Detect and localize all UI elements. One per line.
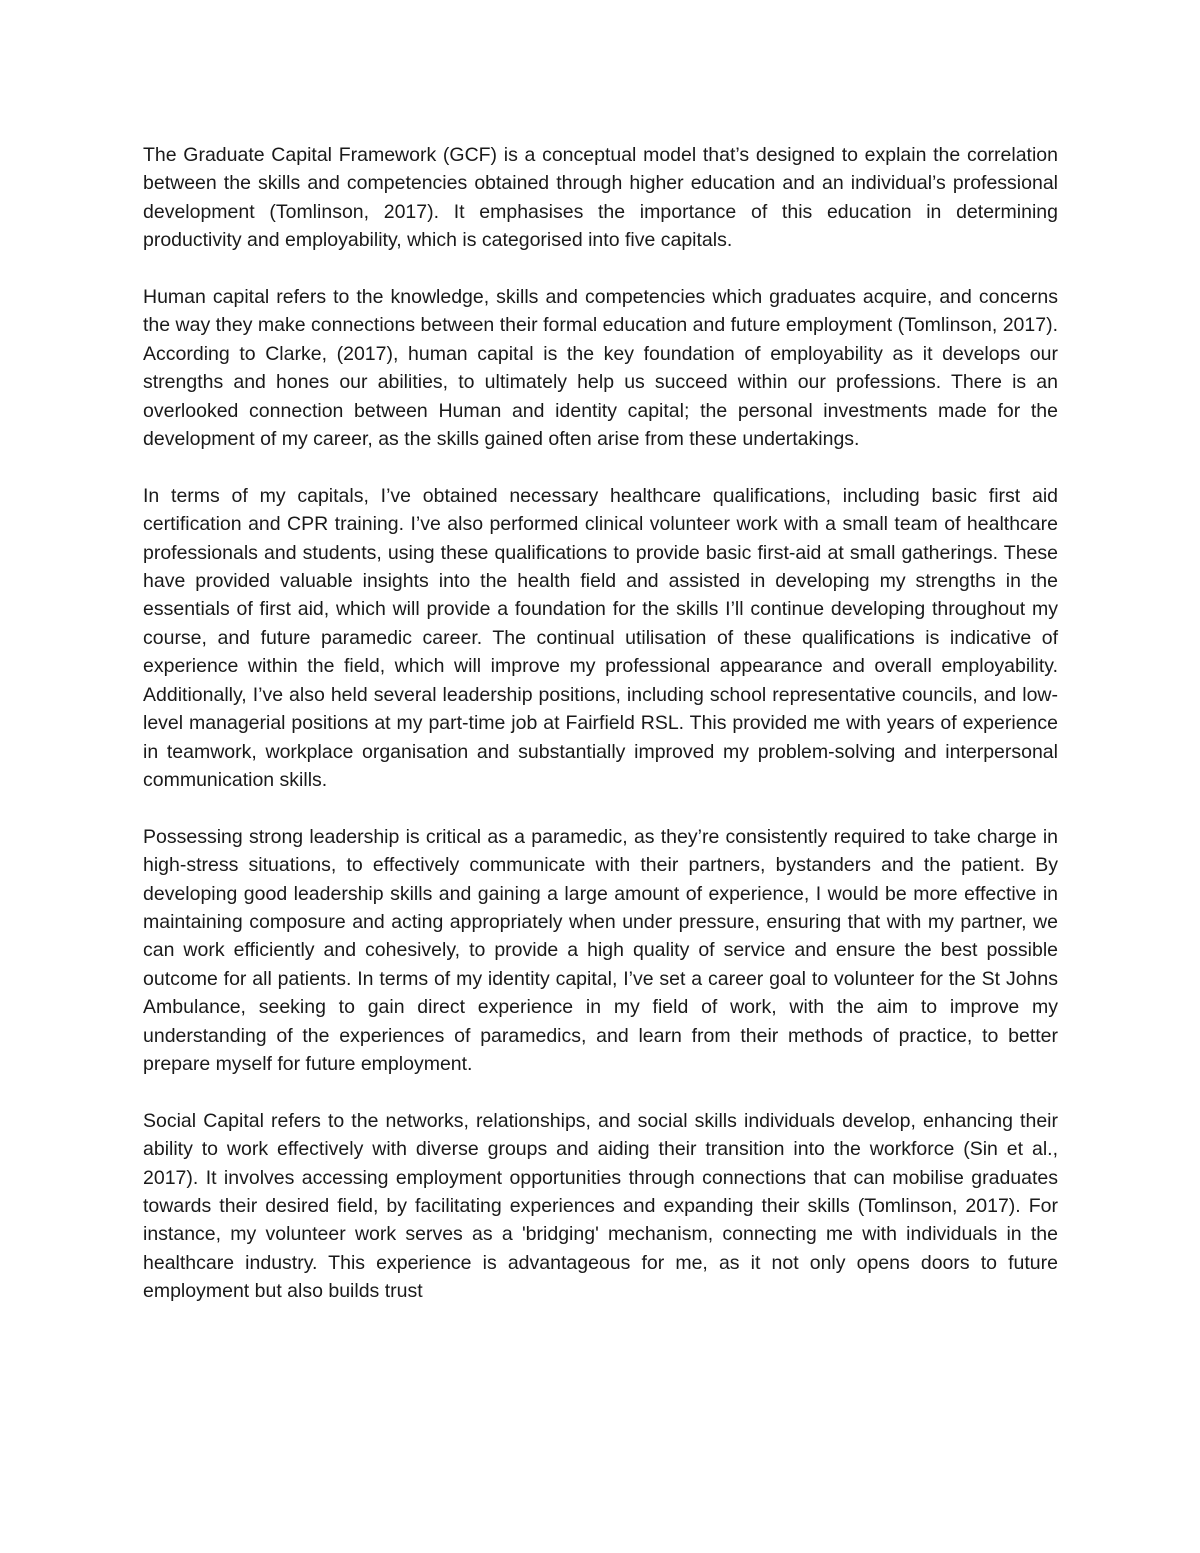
paragraph-human-capital: Human capital refers to the knowledge, skills and competencies which graduates acquire, and concerns the way they make connections between their formal education and future employment (Tomlinson, 2017). According to Clarke, (2017), human capital is the key foundation of employability as it develops our strengths and hones our abilities, to ultimately help us succeed within our professions. There is an overlooked connection between Human and identity capital; the personal investments made for the development of my career, as the skills gained often arise from these undertakings.	[143, 286, 1058, 451]
paragraph-social-capital: Social Capital refers to the networks, relationships, and social skills individuals develop, enhancing their ability to work effectively with diverse groups and aiding their transition into the workforce (Sin et al., 2017). It involves accessing employment opportunities through connections that can mobilise graduates towards their desired field, by facilitating experiences and expanding their skills (Tomlinson, 2017). For instance, my volunteer work serves as a 'bridging' mechanism, connecting me with individuals in the healthcare industry. This experience is advantageous for me, as it not only opens doors to future employment but also builds trust	[143, 1109, 1058, 1303]
paragraph-leadership: Possessing strong leadership is critical as a paramedic, as they’re consistently required to take charge in high-stress situations, to effectively communicate with their partners, bystanders and the patient. By developing good leadership skills and gaining a large amount of experience, I would be more effective in maintaining composure and acting appropriately when under pressure, ensuring that with my partner, we can work efficiently and cohesively, to provide a high quality of service and ensure the best possible outcome for all patients. In terms of my identity capital, I’ve set a career goal to volunteer for the St Johns Ambulance, seeking to gain direct experience in my field of work, with the aim to improve my understanding of the experiences of paramedics, and learn from their methods of practice, to better prepare myself for future employment.	[143, 825, 1058, 1075]
paragraph-my-capitals: In terms of my capitals, I’ve obtained necessary healthcare qualifications, including basic first aid certification and CPR training. I’ve also performed clinical volunteer work with a small team of healthcare professionals and students, using these qualifications to provide basic first-aid at small gatherings. These have provided valuable insights into the health field and assisted in developing my strengths in the essentials of first aid, which will provide a foundation for the skills I’ll continue developing throughout my course, and future paramedic career. The continual utilisation of these qualifications is indicative of experience within the field, which will improve my professional appearance and overall employability. Additionally, I’ve also held several leadership positions, including school representative councils, and low-level managerial positions at my part-time job at Fairfield RSL. This provided me with years of experience in teamwork, workplace organisation and substantially improved my problem-solving and interpersonal communication skills.	[143, 484, 1058, 791]
document-page	[143, 141, 1058, 1306]
paragraph-gcf-intro: The Graduate Capital Framework (GCF) is a conceptual model that’s designed to explain the correlation between the skills and competencies obtained through higher education and an individual’s professional development (Tomlinson, 2017). It emphasises the importance of this education in determining productivity and employability, which is categorised into five capitals.	[143, 144, 1058, 252]
